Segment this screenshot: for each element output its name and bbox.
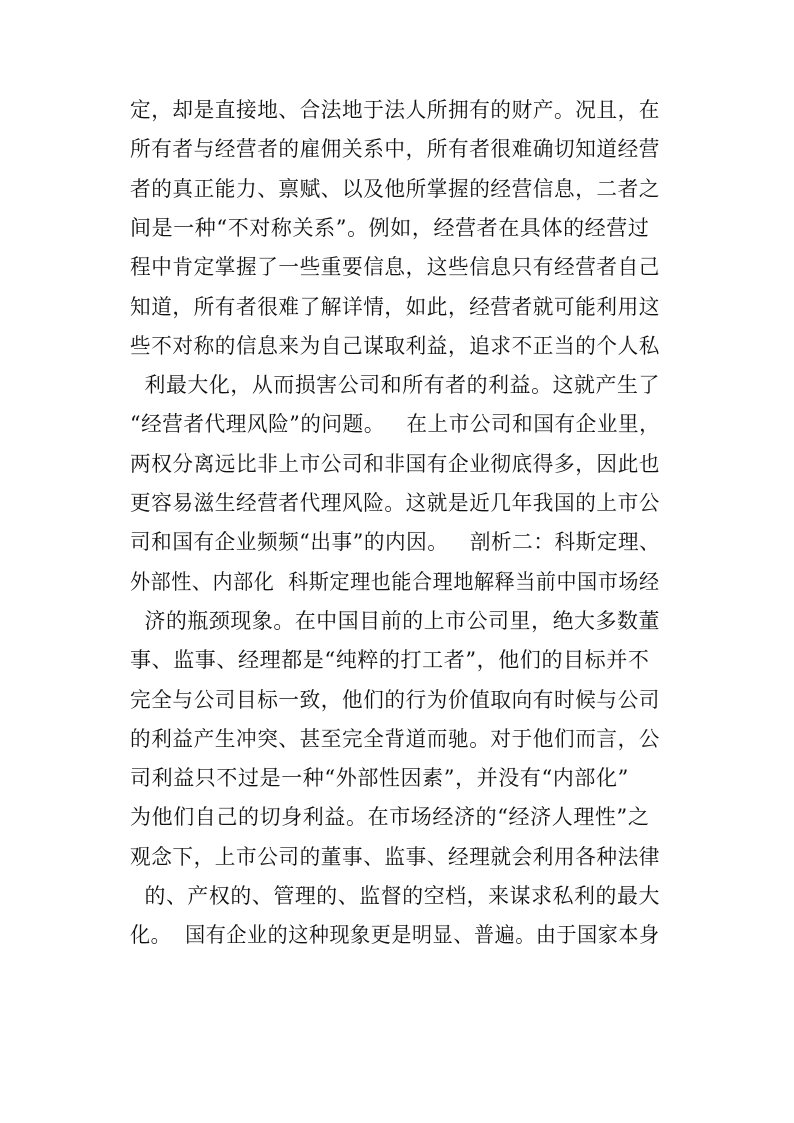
text-line: 化。 国有企业的这种现象更是明显、普遍。由于国家本身 (130, 923, 660, 948)
text-line: 观念下，上市公司的董事、监事、经理就会利用各种法律 (130, 844, 661, 869)
text-line: 些不对称的信息来为自己谋取利益，追求不正当的个人私 (130, 333, 661, 358)
text-line: 间是一种“不对称关系”。例如，经营者在具体的经营过 (130, 215, 650, 240)
text-line: 司和国有企业频频“出事”的内因。 剖析二：科斯定理、 (130, 530, 661, 555)
text-line: 事、监事、经理都是“纯粹的打工者”，他们的目标并不 (130, 648, 650, 673)
text-line: 利最大化，从而损害公司和所有者的利益。这就产生了 (130, 373, 660, 398)
text-line: 所有者与经营者的雇佣关系中，所有者很难确切知道经营 (130, 137, 661, 162)
text-line: 更容易滋生经营者代理风险。这就是近几年我国的上市公 (130, 491, 661, 515)
text-line: 司利益只不过是一种“外部性因素”，并没有“内部化” (130, 766, 629, 791)
text-line: “经营者代理风险”的问题。 在上市公司和国有企业里， (130, 412, 661, 437)
text-line: 两权分离远比非上市公司和非国有企业彻底得多，因此也 (130, 451, 661, 476)
text-line: 的利益产生冲突、甚至完全背道而驰。对于他们而言，公 (130, 726, 661, 751)
text-line: 定，却是直接地、合法地于法人所拥有的财产。况且，在 (130, 98, 661, 122)
text-line: 知道，所有者很难了解详情，如此，经营者就可能利用这 (130, 294, 661, 319)
text-line: 完全与公司目标一致，他们的行为价值取向有时候与公司 (130, 687, 661, 712)
text-line: 者的真正能力、禀赋、以及他所掌握的经营信息，二者之 (130, 176, 661, 201)
text-line: 外部性、内部化 科斯定理也能合理地解释当前中国市场经 (130, 569, 660, 594)
text-line: 程中肯定掌握了一些重要信息，这些信息只有经营者自己 (130, 255, 661, 280)
text-line: 为他们自己的切身利益。在市场经济的“经济人理性”之 (130, 805, 650, 830)
text-line: 济的瓶颈现象。在中国目前的上市公司里，绝大多数董 (130, 608, 660, 633)
text-line: 的、产权的、管理的、监督的空档，来谋求私利的最大 (130, 884, 660, 908)
